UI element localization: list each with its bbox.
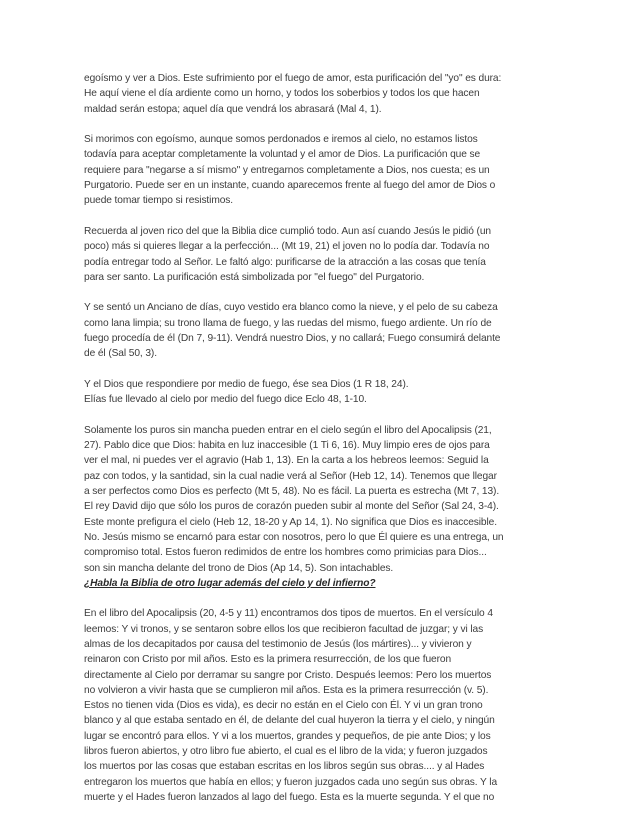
section-heading: ¿Habla la Biblia de otro lugar además del cielo y del infierno? <box>84 577 376 589</box>
paragraph-rich-young-man: Recuerda al joven rico del que la Biblia dice cumplió todo. Aun así cuando Jesús le pidió (un poco) más si quieres llegar a la perfección... (Mt 19, 21) el joven no lo podía dar. Todavía no podía entregar todo al Señor. Le faltó algo: purificarse de la atracción a las cosas que tenía para ser santo. La purificación está simbolizada por "el fuego" del Purgatorio. <box>84 225 491 283</box>
document-page <box>84 71 550 821</box>
paragraph-god-answers-by-fire: Y el Dios que respondiere por medio de fuego, ése sea Dios (1 R 18, 24). Elías fue llevado al cielo por medio del fuego dice Eclo 48, 1-10. <box>84 378 409 406</box>
paragraph-only-the-pure: Solamente los puros sin mancha pueden entrar en el cielo según el libro del Apocalipsis (21, 27). Pablo dice que Dios: habita en luz inaccesible (1 Ti 6, 16). Muy limpio eres de ojos para ver el mal, ni puedes ver el agravio (Hab 1, 13). En la carta a los hebreos leemos: Seguid la paz con todos, y la santidad, sin la cual nadie verá al Señor (Heb 12, 14). Tenemos que llegar a ser perfectos como Dios es perfecto (Mt 5, 48). No es fácil. La puerta es estrecha (Mt 7, 13). El rey David dijo que sólo los puros de corazón pueden subir al monte del Señor (Sal 24, 3-4). Este monte prefigura el cielo (Heb 12, 18-20 y Ap 14, 1). No significa que Dios es inaccesible. No. Jesús mismo se encarnó para estar con nosotros, pero lo que Él quiere es una entrega, un compromiso total. Estos fueron redimidos de entre los hombres como primicias para Dios... son sin mancha delante del trono de Dios (Ap 14, 5). Son intachables. <box>84 424 504 574</box>
paragraph-apocalypse-two-deaths: En el libro del Apocalipsis (20, 4-5 y 11) encontramos dos tipos de muertos. En el versículo 4 leemos: Y vi tronos, y se sentaron sobre ellos los que recibieron facultad de juzgar; y vi las almas de los decapitados por causa del testimonio de Jesús (los mártires)... y vivieron y reinaron con Cristo por mil años. Esto es la primera resurrección, de los que fueron directamente al Cielo por derramar su sangre por Cristo. Después leemos: Pero los muertos no volvieron a vivir hasta que se cumplieron mil años. Esta es la primera resurrección (v. 5). Estos no tienen vida (Dios es vida), es decir no están en el Cielo con Él. Y vi un gran trono blanco y al que estaba sentado en él, de delante del cual huyeron la tierra y el cielo, y ningún lugar se encontró para ellos. Y vi a los muertos, grandes y pequeños, de pie ante Dios; y los libros fueron abiertos, y otro libro fue abierto, el cual es el libro de la vida; y fueron juzgados los muertos por las cosas que estaban escritas en los libros según sus obras.... y al Hades entregaron los muertos que había en ellos; y fueron juzgados cada uno según sus obras. Y la muerte y el Hades fueron lanzados al lago del fuego. Esta es la muerte segunda. Y el que no <box>84 608 498 803</box>
paragraph-dying-with-egoism: Si morimos con egoísmo, aunque somos perdonados e iremos al cielo, no estamos listos todavía para aceptar completamente la voluntad y el amor de Dios. La purificación que se requiere para "negarse a sí mismo" y entregarnos completamente a Dios, nos cuesta; es un Purgatorio. Puede ser en un instante, cuando aparecemos frente al fuego del amor de Dios o puede tomar tiempo si resistimos. <box>84 134 496 207</box>
paragraph-ancient-of-days: Y se sentó un Anciano de días, cuyo vestido era blanco como la nieve, y el pelo de su cabeza como lana limpia; su trono llama de fuego, y las ruedas del mismo, fuego ardiente. Un río de fuego procedía de él (Dn 7, 9-11). Vendrá nuestro Dios, y no callará; Fuego consumirá delante de él (Sal 50, 3). <box>84 302 501 360</box>
paragraph-purification-fire: egoísmo y ver a Dios. Este sufrimiento por el fuego de amor, esta purificación del "yo" es dura: He aquí viene el día ardiente como un horno, y todos los soberbios y todos los que hacen maldad serán estopa; aquel día que vendrá los abrasará (Mal 4, 1). <box>84 73 502 115</box>
